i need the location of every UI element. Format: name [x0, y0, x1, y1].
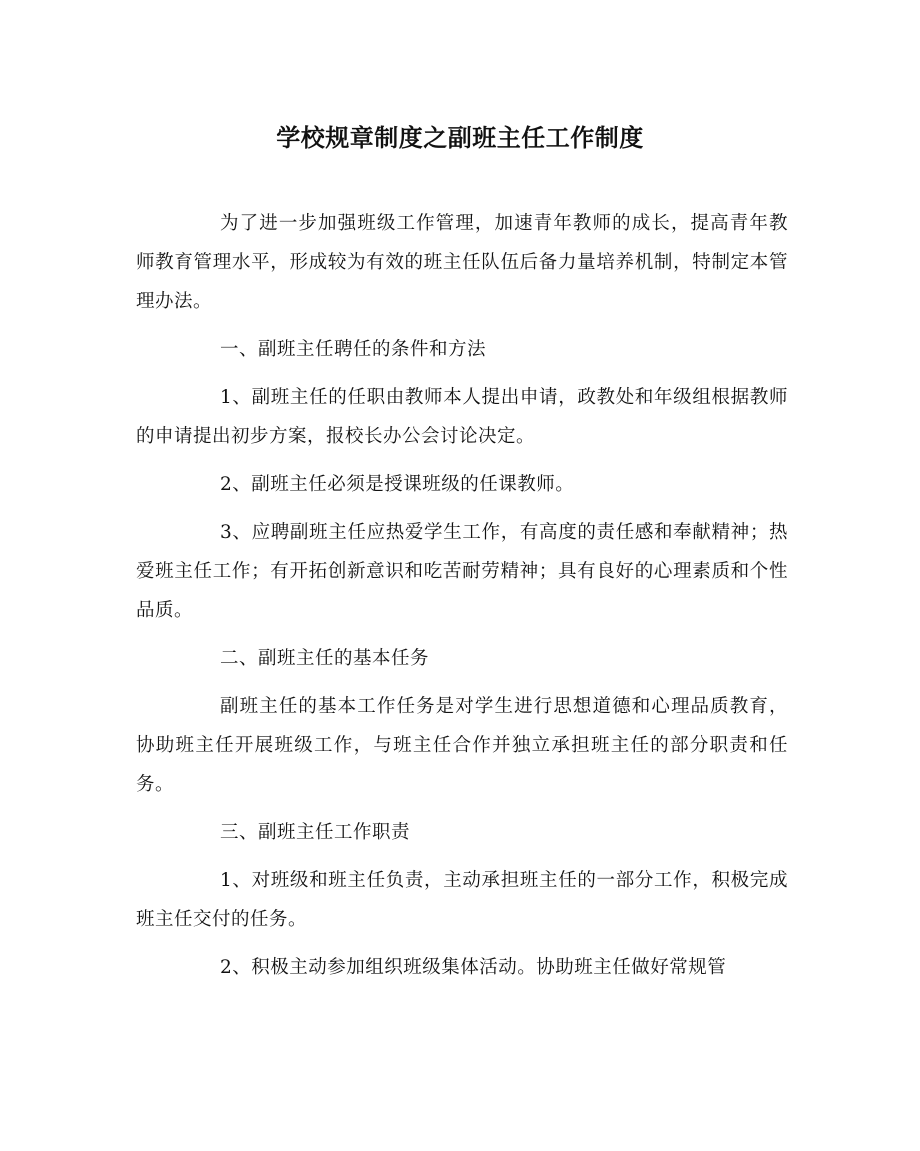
section-heading-2: 二、副班主任的基本任务: [220, 648, 430, 669]
paragraph: 2、副班主任必须是授课班级的任课教师。: [220, 474, 575, 495]
paragraph: 1、对班级和班主任负责，主动承担班主任的一部分工作，积极完成班主任交付的任务。: [136, 870, 788, 930]
section-heading-3: 三、副班主任工作职责: [220, 822, 411, 843]
paragraph: 2、积极主动参加组织班级集体活动。协助班主任做好常规管: [220, 957, 727, 978]
paragraph: 3、应聘副班主任应热爱学生工作，有高度的责任感和奉献精神；热爱班主任工作；有开拓创新意识和吃苦耐劳精神；具有良好的心理素质和个性品质。: [136, 522, 788, 621]
document-title: 学校规章制度之副班主任工作制度: [276, 124, 644, 152]
paragraph: 副班主任的基本工作任务是对学生进行思想道德和心理品质教育，协助班主任开展班级工作，与班主任合作并独立承担班主任的部分职责和任务。: [136, 696, 788, 795]
paragraph: 1、副班主任的任职由教师本人提出申请，政教处和年级组根据教师的申请提出初步方案，报校长办公会讨论决定。: [136, 387, 788, 447]
paragraph-intro: 为了进一步加强班级工作管理，加速青年教师的成长，提高青年教师教育管理水平，形成较为有效的班主任队伍后备力量培养机制，特制定本管理办法。: [136, 213, 788, 312]
document-body: [136, 204, 788, 996]
section-heading-1: 一、副班主任聘任的条件和方法: [220, 339, 487, 360]
